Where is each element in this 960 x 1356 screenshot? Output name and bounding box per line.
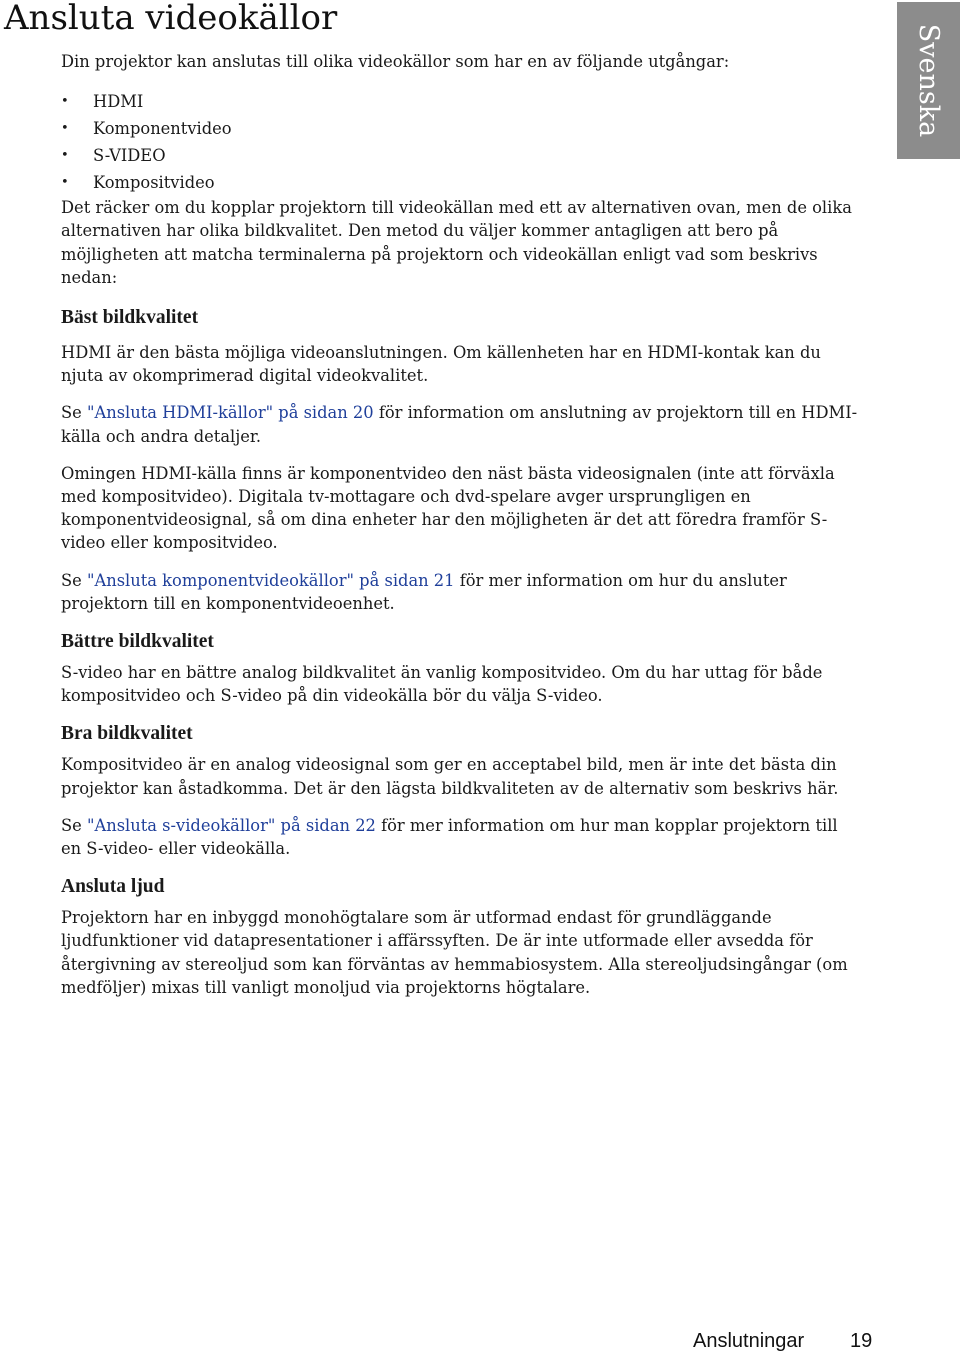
better-paragraph-1: S-video har en bättre analog bildkvalitet än vanlig kompositvideo. Om du har uttag för både kompositvideo och S-video på din videokälla bör du välja S-video. (61, 663, 823, 706)
ref-suffix: för mer information om hur man kopplar projektorn till en S-video- eller videokälla. (61, 815, 838, 859)
heading-better-quality: Bättre bildkvalitet (61, 631, 214, 653)
good-paragraph-1: Kompositvideo är en analog videosignal som ger en acceptabel bild, men är inte det bästa din projektor kan åstadkomma. Det är den lägsta bildkvaliteten av de alternativ som beskrivs här. (61, 755, 839, 798)
ref-prefix: Se (61, 570, 87, 590)
best-paragraph-2: Omingen HDMI-källa finns är komponentvideo den näst bästa videosignalen (inte att förväxla med kompositvideo). Digitala tv-mottagare och dvd-spelare avger ursprungligen en komponentvideosignal, så om dina enheter har den möjligheten är det att föredra framför S-video eller kompositvideo. (61, 463, 835, 553)
list-item: • Kompositvideo (61, 169, 861, 196)
intro-paragraph: Din projektor kan anslutas till olika videokällor som har en av följande utgångar: (61, 52, 730, 71)
good-reference-1 (61, 814, 861, 860)
list-item: • Komponentvideo (61, 115, 861, 142)
footer-section-label: Anslutningar (693, 1330, 805, 1352)
main-content (61, 50, 861, 999)
best-reference-2 (61, 569, 861, 615)
heading-connect-audio: Ansluta ljud (61, 876, 165, 898)
footer-page-number: 19 (850, 1330, 873, 1352)
link-svideo-sources[interactable]: "Ansluta s-videokällor" på sidan 22 (86, 815, 376, 835)
list-item: • S-VIDEO (61, 142, 861, 169)
heading-best-quality: Bäst bildkvalitet (61, 307, 199, 329)
list-item: • HDMI (61, 88, 861, 115)
ref-suffix: för information om anslutning av projektorn till en HDMI-källa och andra detaljer. (61, 403, 858, 446)
ref-suffix: för mer information om hur du ansluter projektorn till en komponentvideoenhet. (61, 570, 787, 613)
link-component-sources[interactable]: "Ansluta komponentvideokällor" på sidan 21 (86, 570, 455, 590)
page-title: Ansluta videokällor (4, 0, 338, 38)
output-list (61, 88, 861, 196)
ref-prefix: Se (61, 403, 87, 423)
link-hdmi-sources[interactable]: "Ansluta HDMI-källor" på sidan 20 (86, 403, 374, 423)
language-tab (897, 2, 960, 159)
best-reference-1 (61, 401, 861, 447)
heading-good-quality: Bra bildkvalitet (61, 723, 193, 745)
choice-paragraph: Det räcker om du kopplar projektorn till videokällan med ett av alternativen ovan, men de olika alternativen har olika bildkvalitet. Den metod du väljer kommer antagligen att bero på möjligheten att matcha terminalerna på projektorn och videokällan enligt vad som beskrivs nedan: (61, 198, 852, 287)
audio-paragraph-1: Projektorn har en inbyggd monohögtalare som är utformad endast för grundläggande ljudfunktioner vid datapresentationer i affärssyften. De är inte utformade eller avsedda för återgivning av stereoljud som kan förväntas av hemmabiosystem. Alla stereoljudsingångar (om medföljer) mixas till vanligt monoljud via projektorns högtalare. (61, 908, 848, 997)
ref-prefix: Se (61, 815, 87, 835)
best-paragraph-1: HDMI är den bästa möjliga videoanslutningen. Om källenheten har en HDMI-kontak kan du njuta av okomprimerad digital videokvalitet. (61, 343, 821, 386)
language-tab-label: Svenska (913, 23, 944, 138)
